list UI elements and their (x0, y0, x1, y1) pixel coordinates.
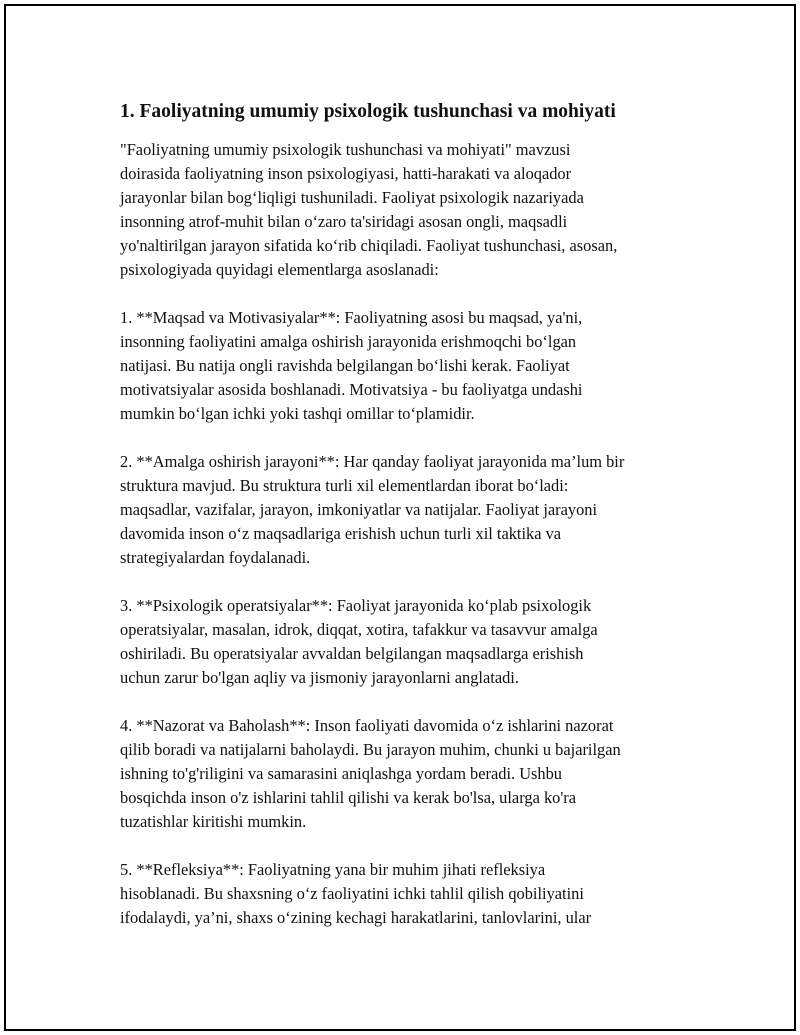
text-line: mumkin bo‘lgan ichki yoki tashqi omillar to‘plamidir. (120, 404, 475, 423)
paragraph (120, 450, 700, 570)
text-line: 4. **Nazorat va Baholash**: Inson faoliyati davomida o‘z ishlarini nazorat (120, 716, 614, 735)
text-line: strategiyalardan foydalanadi. (120, 548, 311, 567)
document-title: 1. Faoliyatning umumiy psixologik tushunchasi va mohiyati (120, 101, 616, 122)
text-line: oshiriladi. Bu operatsiyalar avvaldan belgilangan maqsadlarga erishish (120, 644, 584, 663)
text-line: 3. **Psixologik operatsiyalar**: Faoliyat jarayonida ko‘plab psixologik (120, 596, 592, 615)
paragraph (120, 138, 700, 282)
text-line: qilib boradi va natijalarni baholaydi. Bu jarayon muhim, chunki u bajarilgan (120, 740, 621, 759)
text-line: yo'naltirilgan jarayon sifatida ko‘rib chiqiladi. Faoliyat tushunchasi, asosan, (120, 236, 618, 255)
text-line: 5. **Refleksiya**: Faoliyatning yana bir muhim jihati refleksiya (120, 860, 546, 879)
page-frame (4, 4, 796, 1031)
paragraph (120, 306, 700, 426)
text-line: "Faoliyatning umumiy psixologik tushunchasi va mohiyati" mavzusi (120, 140, 571, 159)
text-line: jarayonlar bilan bog‘liqligi tushuniladi. Faoliyat psixologik nazariyada (120, 188, 584, 207)
text-line: ishning to'g'riligini va samarasini aniqlashga yordam beradi. Ushbu (120, 764, 562, 783)
text-line: insonning faoliyatini amalga oshirish jarayonida erishmoqchi bo‘lgan (120, 332, 577, 351)
text-line: uchun zarur bo'lgan aqliy va jismoniy jarayonlarni anglatadi. (120, 668, 519, 687)
text-line: natijasi. Bu natija ongli ravishda belgilangan bo‘lishi kerak. Faoliyat (120, 356, 570, 375)
text-line: struktura mavjud. Bu struktura turli xil elementlardan iborat bo‘ladi: (120, 476, 569, 495)
text-line: hisoblanadi. Bu shaxsning o‘z faoliyatini ichki tahlil qilish qobiliyatini (120, 884, 584, 903)
text-line: 1. **Maqsad va Motivasiyalar**: Faoliyatning asosi bu maqsad, ya'ni, (120, 308, 583, 327)
text-line: 2. **Amalga oshirish jarayoni**: Har qanday faoliyat jarayonida ma’lum bir (120, 452, 625, 471)
text-line: motivatsiyalar asosida boshlanadi. Motivatsiya - bu faoliyatga undashi (120, 380, 583, 399)
text-line: davomida inson o‘z maqsadlariga erishish uchun turli xil taktika va (120, 524, 562, 543)
paragraph (120, 594, 700, 690)
text-line: bosqichda inson o'z ishlarini tahlil qilishi va kerak bo'lsa, ularga ko'ra (120, 788, 577, 807)
text-line: insonning atrof-muhit bilan o‘zaro ta'siridagi asosan ongli, maqsadli (120, 212, 568, 231)
text-line: operatsiyalar, masalan, idrok, diqqat, xotira, tafakkur va tasavvur amalga (120, 620, 598, 639)
document-body (120, 98, 700, 954)
paragraph (120, 714, 700, 834)
text-line: maqsadlar, vazifalar, jarayon, imkoniyatlar va natijalar. Faoliyat jarayoni (120, 500, 598, 519)
paragraph (120, 858, 700, 930)
text-line: ifodalaydi, ya’ni, shaxs o‘zining kechagi harakatlarini, tanlovlarini, ular (120, 908, 592, 927)
text-line: psixologiyada quyidagi elementlarga asoslanadi: (120, 260, 439, 279)
paragraph-list (120, 138, 700, 930)
text-line: tuzatishlar kiritishi mumkin. (120, 812, 307, 831)
text-line: doirasida faoliyatning inson psixologiyasi, hatti-harakati va aloqador (120, 164, 572, 183)
